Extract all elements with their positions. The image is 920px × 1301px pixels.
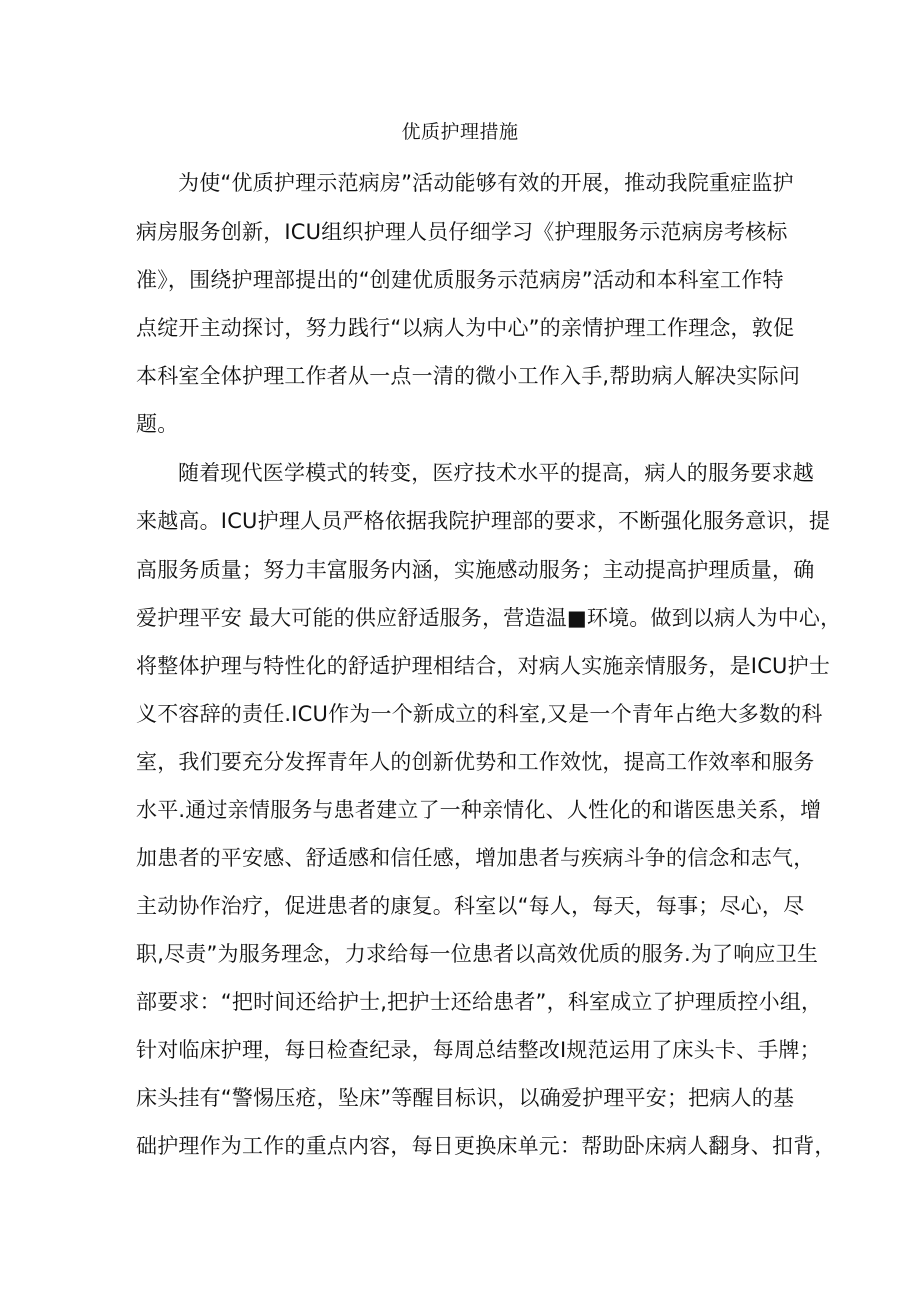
paragraph1-line-2: 病房服务创新，ICU组织护理人员仔细学习《护理服务示范病房考核标 [136,220,788,244]
paragraph2-line-13: 针对临床护理，每日检查纪录，每周总结整改I规范运用了床头卡、手牌； [136,1038,821,1062]
document-title: 优质护理措施 [401,121,519,143]
paragraph2-line-15: 础护理作为工作的重点内容，每日更换床单元：帮助卧床病人翻身、扣背， [136,1134,836,1158]
paragraph1-line-1: 为使“优质护理示范病房”活动能够有效的开展，推动我院重症监护 [178,171,794,195]
paragraph2-line-10: 主动协作治疗，促进患者的康复。科室以“每人，每天，每事；尽心，尽 [136,894,805,918]
paragraph2-line-12: 部要求：“把时间还给护士,把护士还给患者”，科室成立了护理质控小组， [136,990,823,1014]
paragraph2-line-3: 高服务质量；努力丰富服务内涵，实施感动服务；主动提高护理质量，确 [136,558,815,582]
paragraph2-line-2: 来越高。ICU护理人员严格依据我院护理部的要求，不断强化服务意识，提 [136,509,831,533]
paragraph2-line-6: 义不容辞的责任.ICU作为一个新成立的科室,又是一个青年占绝大多数的科 [136,702,823,726]
paragraph1-line-5: 本科室全体护理工作者从一点一清的微小工作入手,帮助病人解决实际问 [136,364,801,388]
paragraph1-line-4: 点绽开主动探讨，努力践行“以病人为中心”的亲情护理工作理念，敦促 [136,316,795,340]
paragraph2-line-1: 随着现代医学模式的转变，医疗技术水平的提高，病人的服务要求越 [178,461,814,485]
paragraph2-line-7: 室，我们要充分发挥青年人的创新优势和工作效忱，提高工作效率和服务 [136,750,815,774]
paragraph2-line-9: 加患者的平安感、舒适感和信任感，增加患者与疾病斗争的信念和志气， [136,846,815,870]
paragraph2-line-4: 爱护理平安 最大可能的供应舒适服务，营造温■环境。做到以病人为中心， [136,606,842,630]
paragraph2-line-8: 水平.通过亲情服务与患者建立了一种亲情化、人性化的和谐医患关系，增 [136,798,822,822]
paragraph1-line-6: 题。 [136,412,179,436]
paragraph2-line-5: 将整体护理与特性化的舒适护理相结合，对病人实施亲情服务，是ICU护士 [136,654,831,678]
paragraph1-line-3: 准》，围绕护理部提出的“创建优质服务示范病房”活动和本科室工作特 [136,268,784,292]
paragraph2-line-11: 职,尽责”为服务理念，力求给每一位患者以高效优质的服务.为了响应卫生 [136,942,819,966]
paragraph2-line-14: 床头挂有“警惕压疮，坠床”等醒目标识，以确爱护理平安；把病人的基 [136,1086,795,1110]
